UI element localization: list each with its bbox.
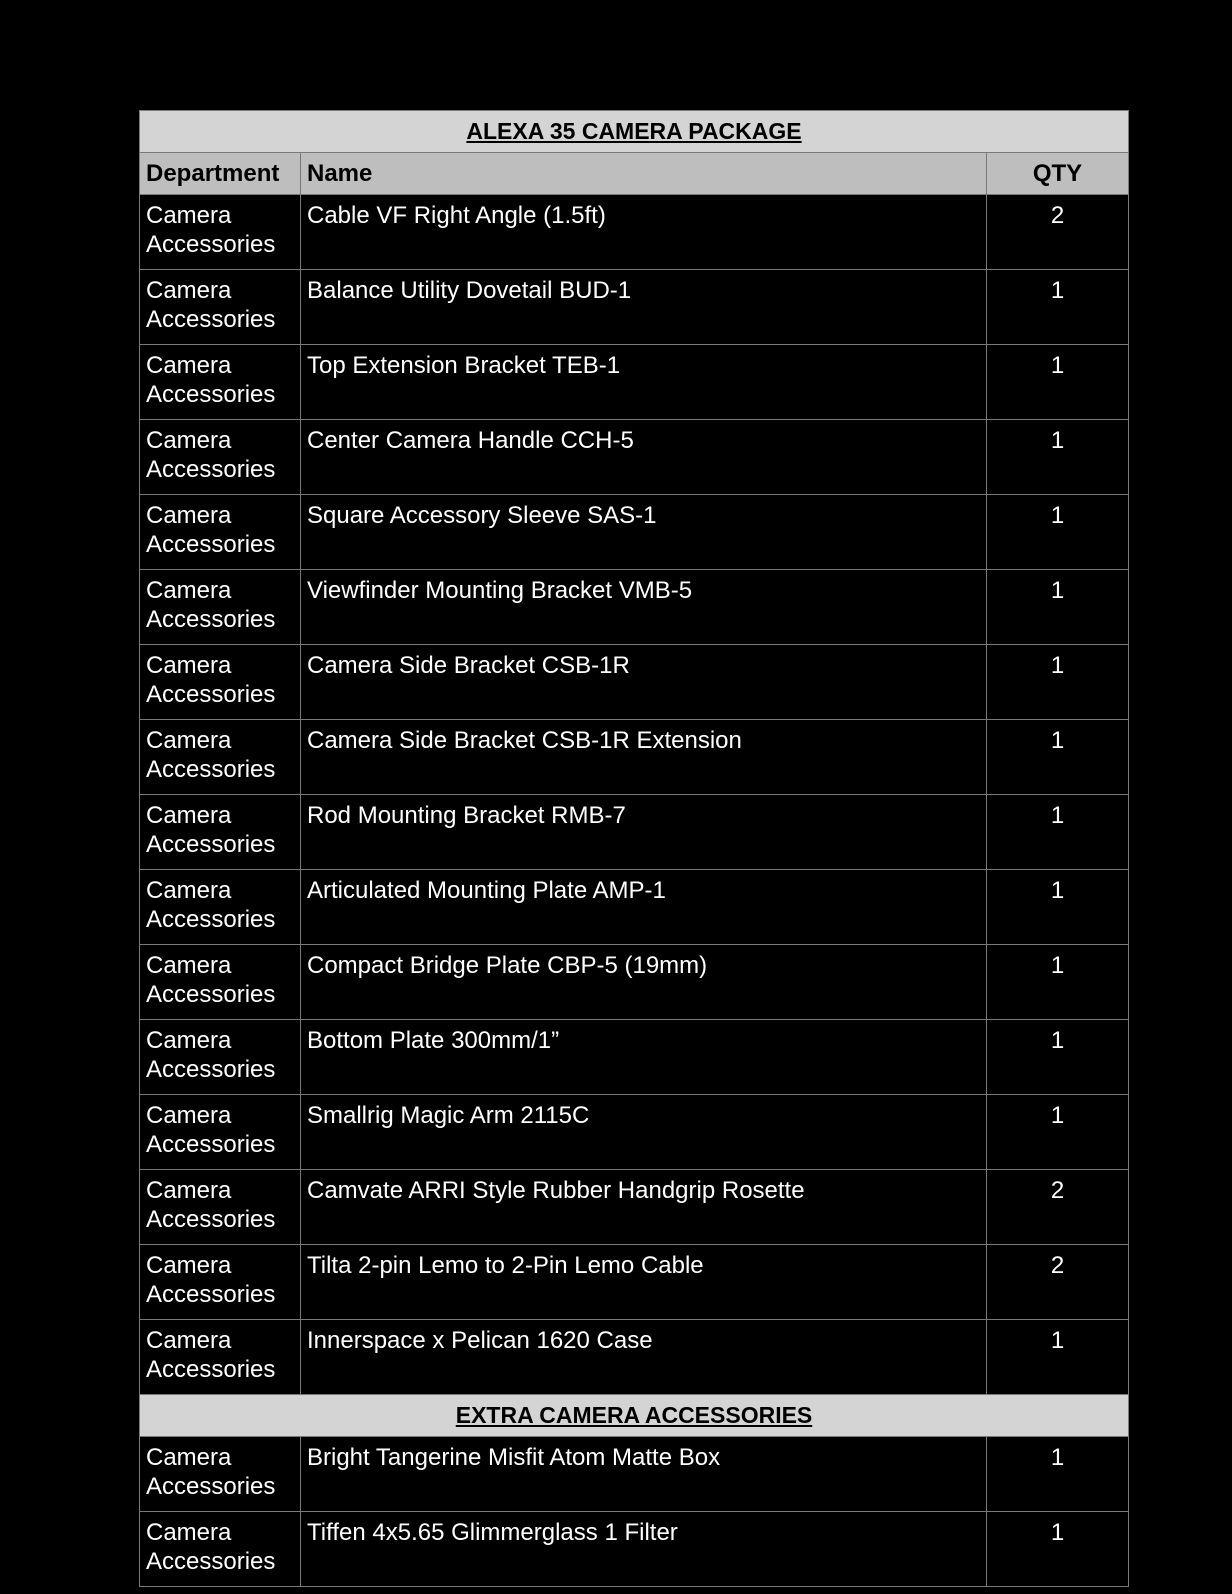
department-cell: [140, 570, 301, 645]
department-line-1: Camera: [146, 577, 232, 604]
department-line-2: Accessories: [146, 1056, 276, 1083]
item-name-cell: Bright Tangerine Misfit Atom Matte Box: [301, 1437, 987, 1512]
department-line-1: Camera: [146, 352, 232, 379]
table-row: [140, 1320, 1129, 1395]
department-line-1: Camera: [146, 277, 232, 304]
department-line-2: Accessories: [146, 1356, 276, 1383]
extra-section-title: EXTRA CAMERA ACCESSORIES: [140, 1395, 1129, 1437]
department-line-1: Camera: [146, 1519, 232, 1546]
department-cell: [140, 1320, 301, 1395]
table-row: [140, 420, 1129, 495]
department-line-2: Accessories: [146, 1473, 276, 1500]
item-name-cell: Top Extension Bracket TEB-1: [301, 345, 987, 420]
item-name-cell: Camvate ARRI Style Rubber Handgrip Rosette: [301, 1170, 987, 1245]
table-row: [140, 720, 1129, 795]
table-row: [140, 1512, 1129, 1587]
table-row: [140, 1095, 1129, 1170]
extra-section-row: [140, 1395, 1129, 1437]
item-name-cell: Smallrig Magic Arm 2115C: [301, 1095, 987, 1170]
item-name-cell: Tilta 2-pin Lemo to 2-Pin Lemo Cable: [301, 1245, 987, 1320]
item-name-cell: Square Accessory Sleeve SAS-1: [301, 495, 987, 570]
quantity-cell: 1: [987, 570, 1129, 645]
department-cell: [140, 1170, 301, 1245]
department-line-2: Accessories: [146, 381, 276, 408]
table-row: [140, 1170, 1129, 1245]
quantity-cell: 1: [987, 1095, 1129, 1170]
department-cell: [140, 1020, 301, 1095]
department-line-2: Accessories: [146, 831, 276, 858]
table-row: [140, 1020, 1129, 1095]
quantity-cell: 1: [987, 270, 1129, 345]
table-row: [140, 495, 1129, 570]
package-title-row: [140, 111, 1129, 153]
department-cell: [140, 345, 301, 420]
department-line-2: Accessories: [146, 306, 276, 333]
table-row: [140, 1245, 1129, 1320]
department-line-1: Camera: [146, 952, 232, 979]
department-cell: [140, 195, 301, 270]
equipment-table: [139, 110, 1129, 1587]
table-row: [140, 345, 1129, 420]
quantity-cell: 1: [987, 1020, 1129, 1095]
department-cell: [140, 795, 301, 870]
table-row: [140, 795, 1129, 870]
table-row: [140, 945, 1129, 1020]
department-cell: [140, 1512, 301, 1587]
table-row: [140, 270, 1129, 345]
package-title: ALEXA 35 CAMERA PACKAGE: [140, 111, 1129, 153]
quantity-cell: 2: [987, 195, 1129, 270]
department-line-2: Accessories: [146, 231, 276, 258]
item-name-cell: Bottom Plate 300mm/1”: [301, 1020, 987, 1095]
quantity-cell: 1: [987, 1437, 1129, 1512]
department-line-2: Accessories: [146, 906, 276, 933]
department-line-1: Camera: [146, 202, 232, 229]
department-cell: [140, 270, 301, 345]
department-line-2: Accessories: [146, 756, 276, 783]
item-name-cell: Balance Utility Dovetail BUD-1: [301, 270, 987, 345]
department-cell: [140, 1095, 301, 1170]
item-name-cell: Viewfinder Mounting Bracket VMB-5: [301, 570, 987, 645]
quantity-cell: 1: [987, 1320, 1129, 1395]
table-row: [140, 195, 1129, 270]
quantity-cell: 1: [987, 720, 1129, 795]
quantity-cell: 1: [987, 645, 1129, 720]
department-line-1: Camera: [146, 427, 232, 454]
department-cell: [140, 720, 301, 795]
quantity-cell: 2: [987, 1170, 1129, 1245]
quantity-cell: 1: [987, 795, 1129, 870]
department-line-2: Accessories: [146, 1281, 276, 1308]
quantity-cell: 1: [987, 345, 1129, 420]
department-line-2: Accessories: [146, 1131, 276, 1158]
table-row: [140, 645, 1129, 720]
item-name-cell: Camera Side Bracket CSB-1R Extension: [301, 720, 987, 795]
department-line-1: Camera: [146, 802, 232, 829]
department-header: Department: [140, 153, 301, 195]
department-line-1: Camera: [146, 1327, 232, 1354]
department-line-1: Camera: [146, 1444, 232, 1471]
item-name-cell: Camera Side Bracket CSB-1R: [301, 645, 987, 720]
equipment-table-body: [140, 111, 1129, 1587]
department-cell: [140, 870, 301, 945]
department-line-1: Camera: [146, 1102, 232, 1129]
department-line-1: Camera: [146, 1177, 232, 1204]
department-cell: [140, 495, 301, 570]
quantity-cell: 1: [987, 420, 1129, 495]
department-cell: [140, 645, 301, 720]
quantity-cell: 1: [987, 870, 1129, 945]
department-line-1: Camera: [146, 1027, 232, 1054]
item-name-cell: Articulated Mounting Plate AMP-1: [301, 870, 987, 945]
department-line-2: Accessories: [146, 681, 276, 708]
department-line-2: Accessories: [146, 606, 276, 633]
department-line-2: Accessories: [146, 981, 276, 1008]
department-cell: [140, 1245, 301, 1320]
department-line-1: Camera: [146, 727, 232, 754]
quantity-cell: 1: [987, 945, 1129, 1020]
department-line-1: Camera: [146, 652, 232, 679]
department-cell: [140, 1437, 301, 1512]
quantity-cell: 1: [987, 495, 1129, 570]
qty-header: QTY: [987, 153, 1129, 195]
department-line-2: Accessories: [146, 1548, 276, 1575]
quantity-cell: 1: [987, 1512, 1129, 1587]
name-header: Name: [301, 153, 987, 195]
department-line-1: Camera: [146, 1252, 232, 1279]
item-name-cell: Tiffen 4x5.65 Glimmerglass 1 Filter: [301, 1512, 987, 1587]
quantity-cell: 2: [987, 1245, 1129, 1320]
item-name-cell: Innerspace x Pelican 1620 Case: [301, 1320, 987, 1395]
table-row: [140, 570, 1129, 645]
department-line-2: Accessories: [146, 456, 276, 483]
table-row: [140, 1437, 1129, 1512]
department-cell: [140, 420, 301, 495]
item-name-cell: Rod Mounting Bracket RMB-7: [301, 795, 987, 870]
item-name-cell: Cable VF Right Angle (1.5ft): [301, 195, 987, 270]
department-line-1: Camera: [146, 877, 232, 904]
department-line-2: Accessories: [146, 531, 276, 558]
department-cell: [140, 945, 301, 1020]
header-row: [140, 153, 1129, 195]
table-row: [140, 870, 1129, 945]
department-line-2: Accessories: [146, 1206, 276, 1233]
department-line-1: Camera: [146, 502, 232, 529]
item-name-cell: Center Camera Handle CCH-5: [301, 420, 987, 495]
item-name-cell: Compact Bridge Plate CBP-5 (19mm): [301, 945, 987, 1020]
